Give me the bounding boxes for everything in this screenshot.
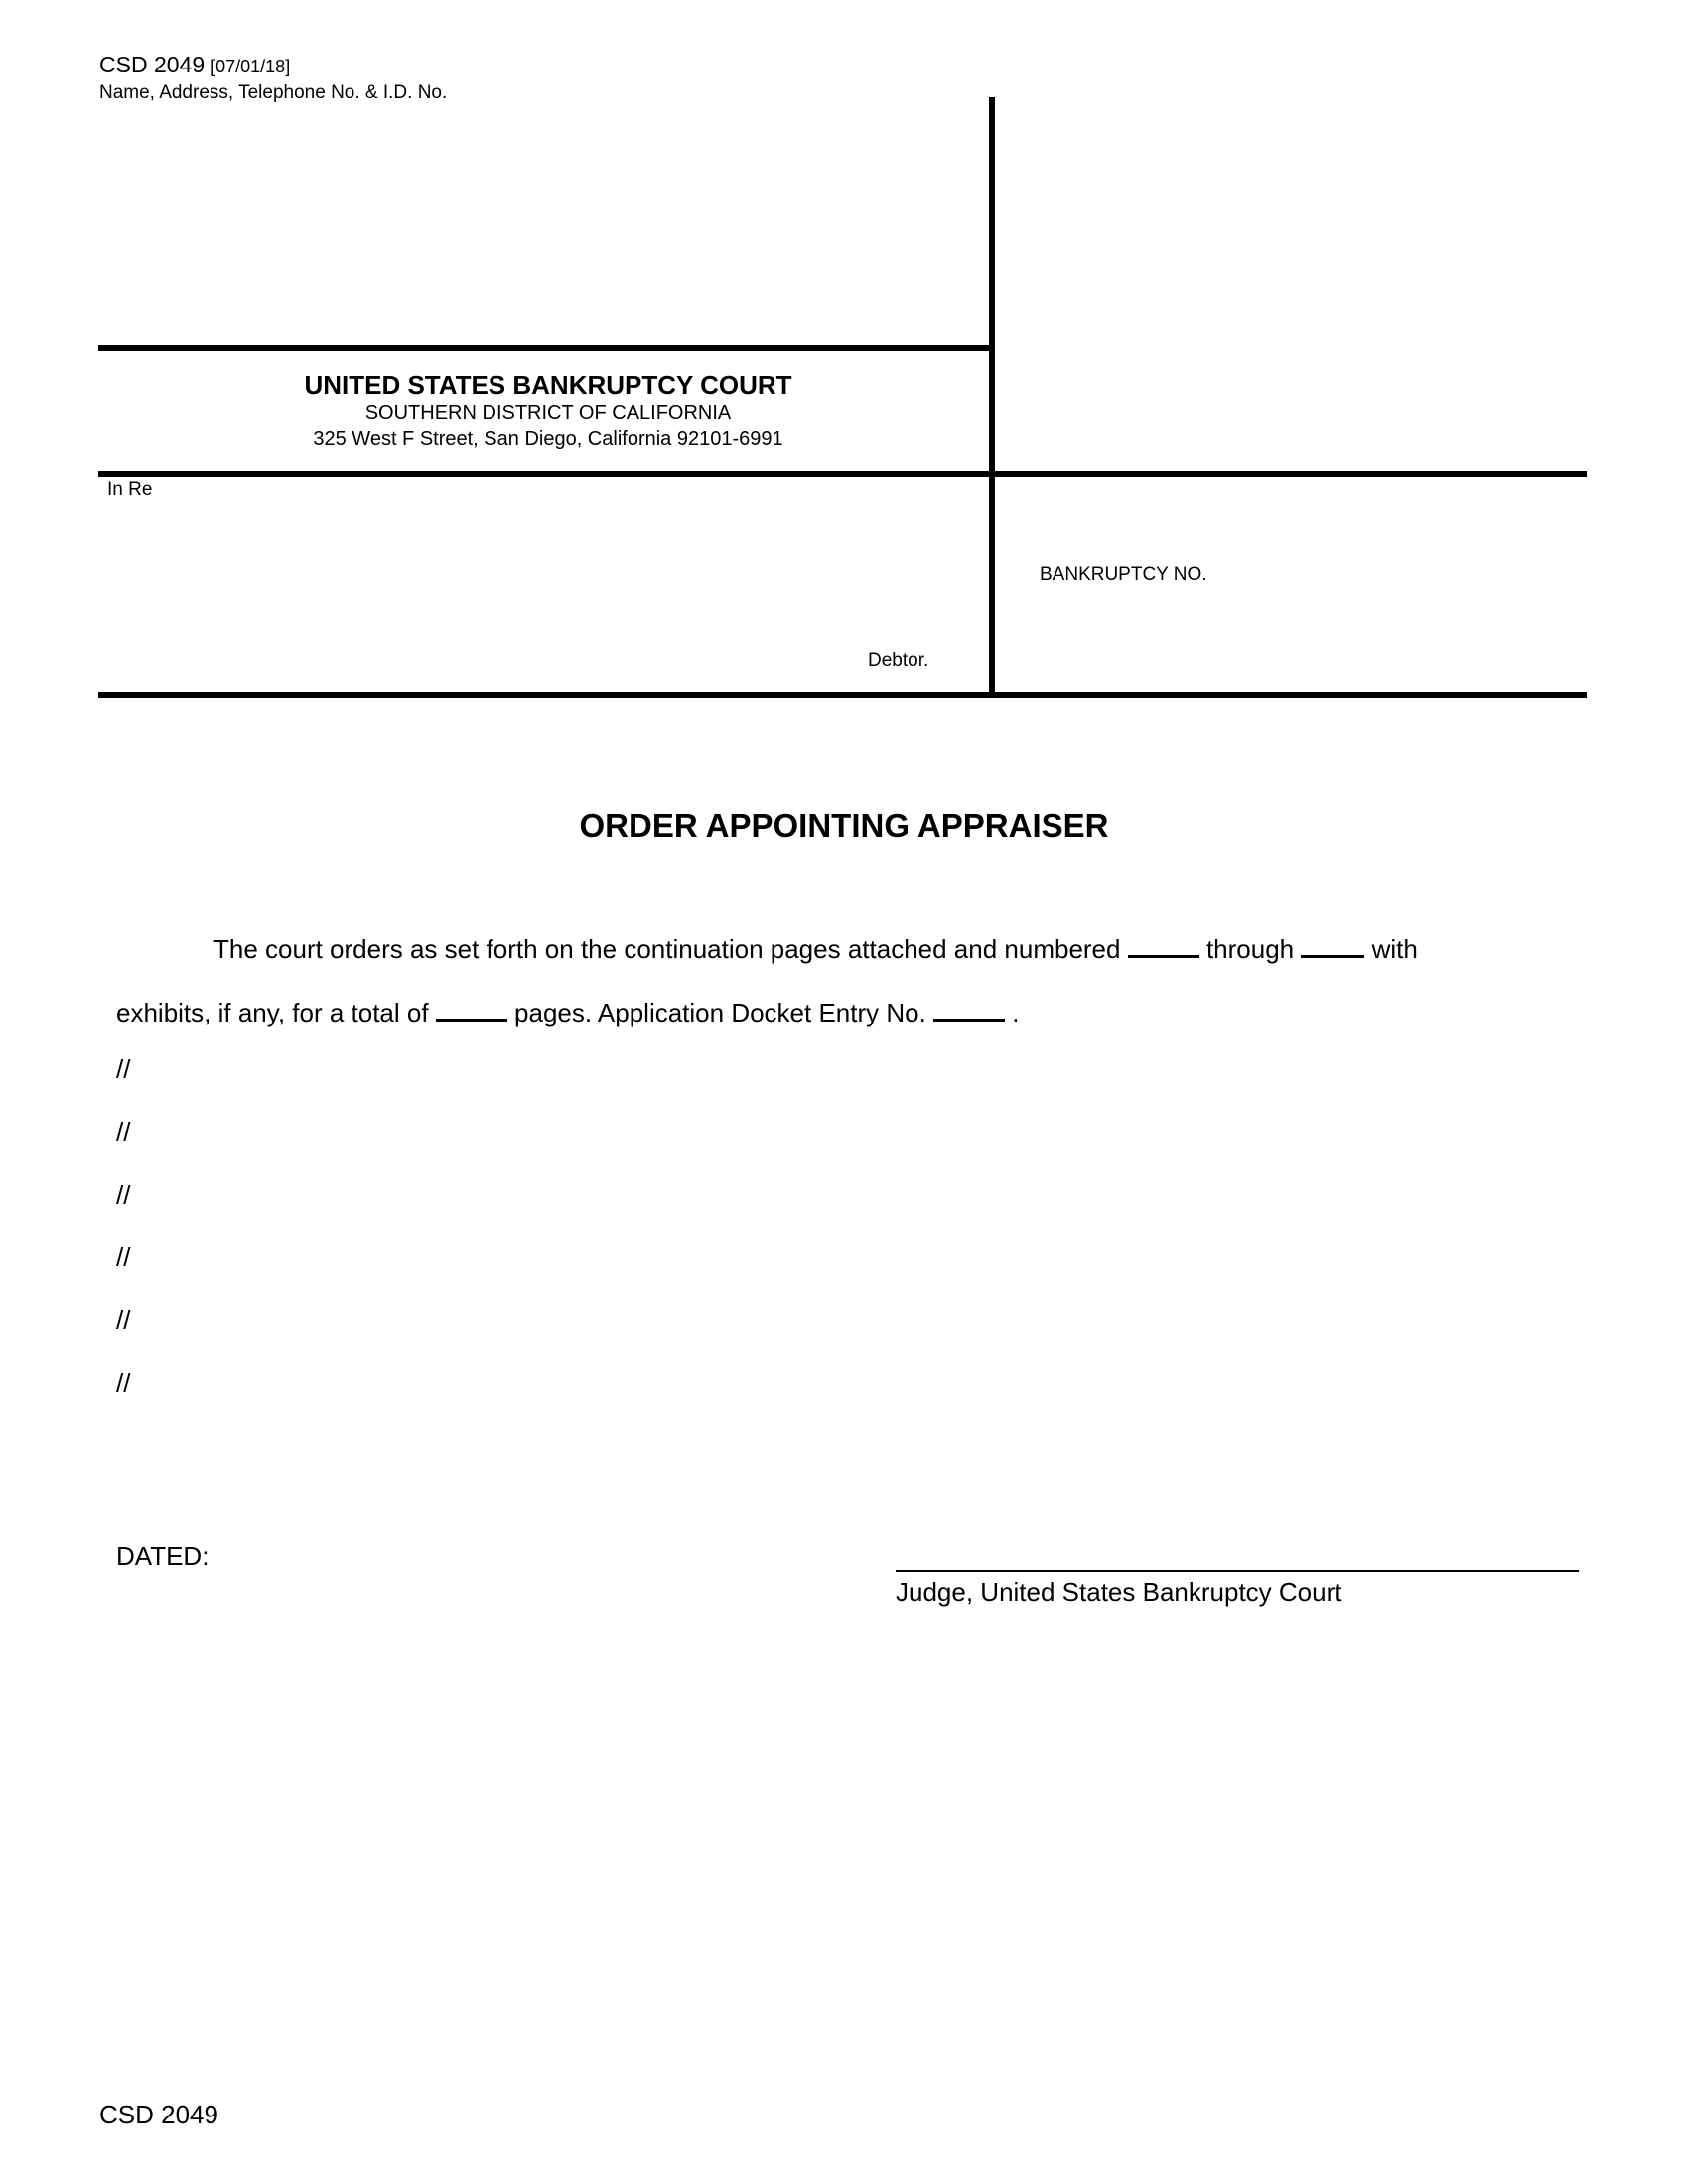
dated-label: DATED: — [116, 1541, 210, 1570]
judge-signature-line[interactable] — [896, 1570, 1579, 1572]
total-pages-blank[interactable] — [436, 997, 507, 1022]
form-code — [99, 52, 290, 78]
caption-middle-rule — [98, 471, 1587, 477]
caption-bottom-rule — [98, 692, 1587, 698]
order-text-part: exhibits, if any, for a total of — [116, 998, 429, 1027]
order-text-part: pages. Application Docket Entry No. — [514, 998, 926, 1027]
form-code-number: CSD 2049 — [99, 52, 206, 77]
court-address: 325 West F Street, San Diego, California 92101-6991 — [313, 428, 783, 450]
footer-form-code: CSD 2049 — [99, 2100, 218, 2129]
order-text-part: . — [1012, 998, 1020, 1027]
start-page-blank[interactable] — [1128, 933, 1199, 958]
order-text-line-2 — [116, 997, 1020, 1028]
attorney-info-field[interactable] — [99, 109, 989, 342]
form-revision: [07/01/18] — [211, 57, 291, 76]
docket-entry-blank[interactable] — [933, 997, 1005, 1022]
order-text-part: The court orders as set forth on the continuation pages attached and numbered — [213, 934, 1121, 964]
debtor-name-field[interactable] — [107, 504, 981, 643]
continuation-mark: // — [116, 1117, 131, 1147]
continuation-mark: // — [116, 1368, 131, 1398]
continuation-mark: // — [116, 1242, 131, 1272]
continuation-mark: // — [116, 1180, 131, 1210]
in-re-label: In Re — [107, 479, 153, 500]
order-text-line-1 — [213, 933, 1418, 965]
court-top-rule — [98, 345, 995, 351]
continuation-mark: // — [116, 1054, 131, 1084]
end-page-blank[interactable] — [1301, 933, 1364, 958]
court-district: SOUTHERN DISTRICT OF CALIFORNIA — [364, 402, 732, 424]
continuation-mark: // — [116, 1305, 131, 1335]
bankruptcy-no-label: BANKRUPTCY NO. — [1040, 564, 1207, 585]
order-title: ORDER APPOINTING APPRAISER — [579, 807, 1109, 844]
bankruptcy-no-field[interactable] — [1231, 556, 1569, 592]
judge-signature-label: Judge, United States Bankruptcy Court — [896, 1577, 1342, 1607]
dated-field[interactable] — [218, 1537, 616, 1572]
order-text-part: with — [1371, 934, 1418, 964]
court-name: UNITED STATES BANKRUPTCY COURT — [304, 370, 792, 400]
attorney-info-label: Name, Address, Telephone No. & I.D. No. — [99, 82, 448, 103]
debtor-label: Debtor. — [868, 650, 929, 671]
order-text-part: through — [1205, 934, 1295, 964]
